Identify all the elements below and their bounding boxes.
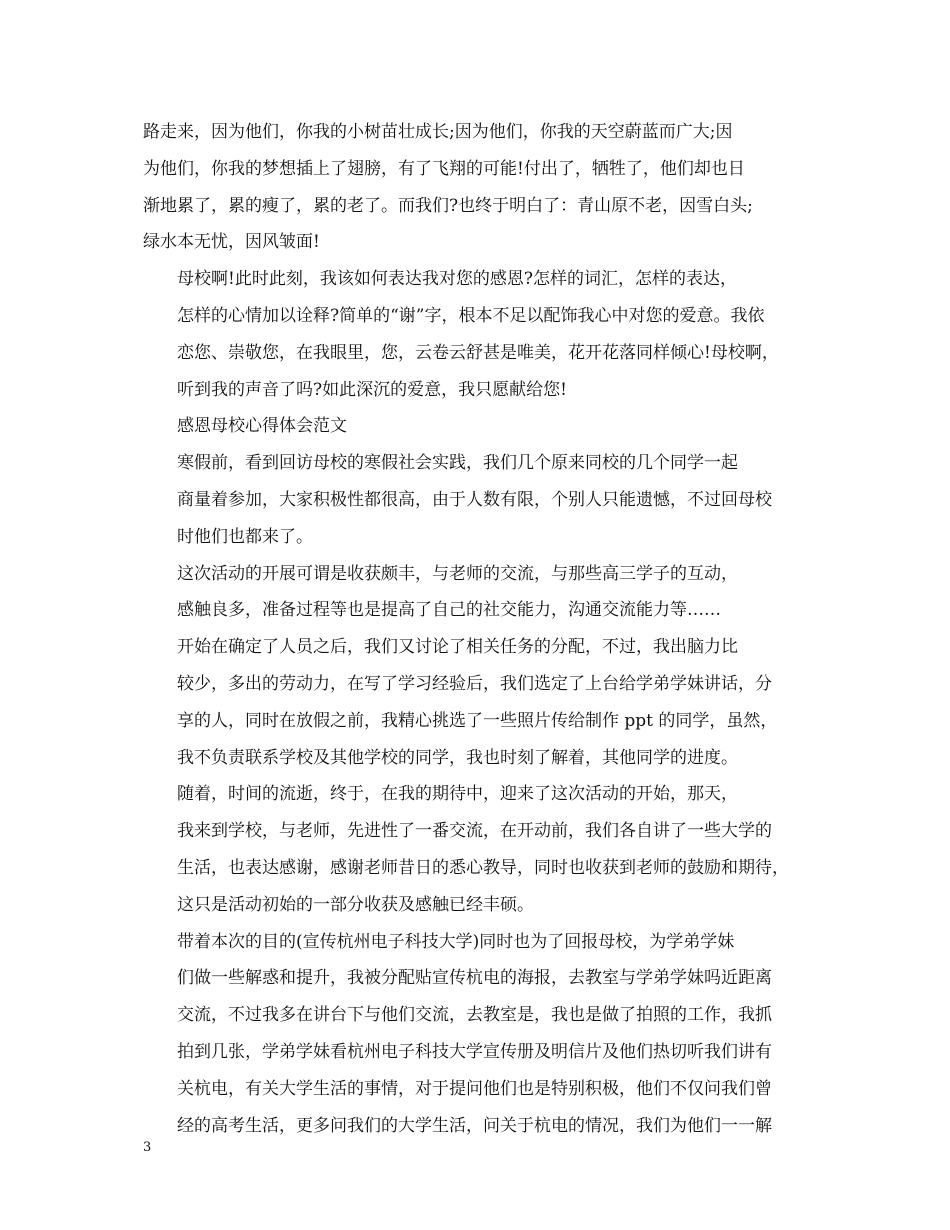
page-number: 3: [143, 1140, 152, 1155]
text-line: 享的人，同时在放假之前，我精心挑选了一些照片传给制作 ppt 的同学，虽然，: [177, 710, 778, 731]
paragraph: [143, 629, 823, 776]
text-line: 恋您、崇敬您，在我眼里，您，云卷云舒甚是唯美，花开花落同样倾心!母校啊，: [177, 342, 779, 363]
paragraph: [143, 556, 823, 630]
text-line: 感触良多，准备过程等也是提高了自己的社交能力，沟通交流能力等……: [177, 600, 721, 621]
paragraph: [143, 408, 823, 445]
text-line: 为他们，你我的梦想插上了翅膀，有了飞翔的可能!付出了，牺牲了，他们却也日: [143, 158, 745, 179]
text-line: 时他们也都来了。: [177, 526, 313, 547]
text-line: 这次活动的开展可谓是收获颇丰，与老师的交流，与那些高三学子的互动，: [177, 563, 738, 584]
text-line: 怎样的心情加以诠释?简单的“谢”字，根本不足以配饰我心中对您的爱意。我依: [177, 305, 765, 326]
text-line: 带着本次的目的(宣传杭州电子科技大学)同时也为了回报母校，为学弟学妹: [177, 931, 735, 952]
text-line: 拍到几张，学弟学妹看杭州电子科技大学宣传册及明信片及他们热切听我们讲有: [177, 1041, 772, 1062]
text-line: 我不负责联系学校及其他学校的同学，我也时刻了解着，其他同学的进度。: [177, 747, 738, 768]
text-line: 较少，多出的劳动力，在写了学习经验后，我们选定了上台给学弟学妹讲话，分: [177, 673, 772, 694]
text-line: 经的高考生活，更多问我们的大学生活，问关于杭电的情况，我们为他们一一解: [177, 1115, 772, 1136]
text-line: 渐地累了，累的瘦了，累的老了。而我们?也终于明白了：青山原不老，因雪白头;: [143, 195, 753, 216]
text-line: 这只是活动初始的一部分收获及感触已经丰硕。: [177, 894, 534, 915]
text-line: 生活，也表达感谢，感谢老师昔日的悉心教导，同时也收获到老师的鼓励和期待，: [177, 857, 789, 878]
paragraph: [143, 924, 823, 1145]
text-line: 感恩母校心得体会范文: [177, 416, 347, 437]
paragraph: [143, 445, 823, 555]
body-text: [143, 114, 823, 1144]
text-line: 母校啊!此时此刻，我该如何表达我对您的感恩?怎样的词汇，怎样的表达，: [177, 269, 737, 290]
text-line: 商量着参加，大家积极性都很高，由于人数有限，个别人只能遗憾，不过回母校: [177, 489, 772, 510]
text-line: 寒假前，看到回访母校的寒假社会实践，我们几个原来同校的几个同学一起: [177, 453, 738, 474]
text-line: 开始在确定了人员之后，我们又讨论了相关任务的分配，不过，我出脑力比: [177, 637, 738, 658]
text-line: 交流，不过我多在讲台下与他们交流，去教室是，我也是做了拍照的工作，我抓: [177, 1005, 772, 1026]
paragraph: [143, 114, 823, 261]
text-line: 绿水本无忧，因风皱面!: [143, 232, 320, 253]
text-line: 关杭电，有关大学生活的事情，对于提问他们也是特别积极，他们不仅问我们曾: [177, 1078, 772, 1099]
text-line: 听到我的声音了吗?如此深沉的爱意，我只愿献给您!: [177, 379, 567, 400]
paragraph: [143, 776, 823, 923]
text-line: 们做一些解惑和提升，我被分配贴宣传杭电的海报，去教室与学弟学妹吗近距离: [177, 968, 772, 989]
text-line: 随着，时间的流逝，终于，在我的期待中，迎来了这次活动的开始，那天，: [177, 784, 738, 805]
text-line: 路走来，因为他们，你我的小树苗壮成长;因为他们，你我的天空蔚蓝而广大;因: [143, 122, 733, 142]
paragraph: [143, 261, 823, 408]
text-line: 我来到学校，与老师，先进性了一番交流，在开动前，我们各自讲了一些大学的: [177, 821, 772, 842]
